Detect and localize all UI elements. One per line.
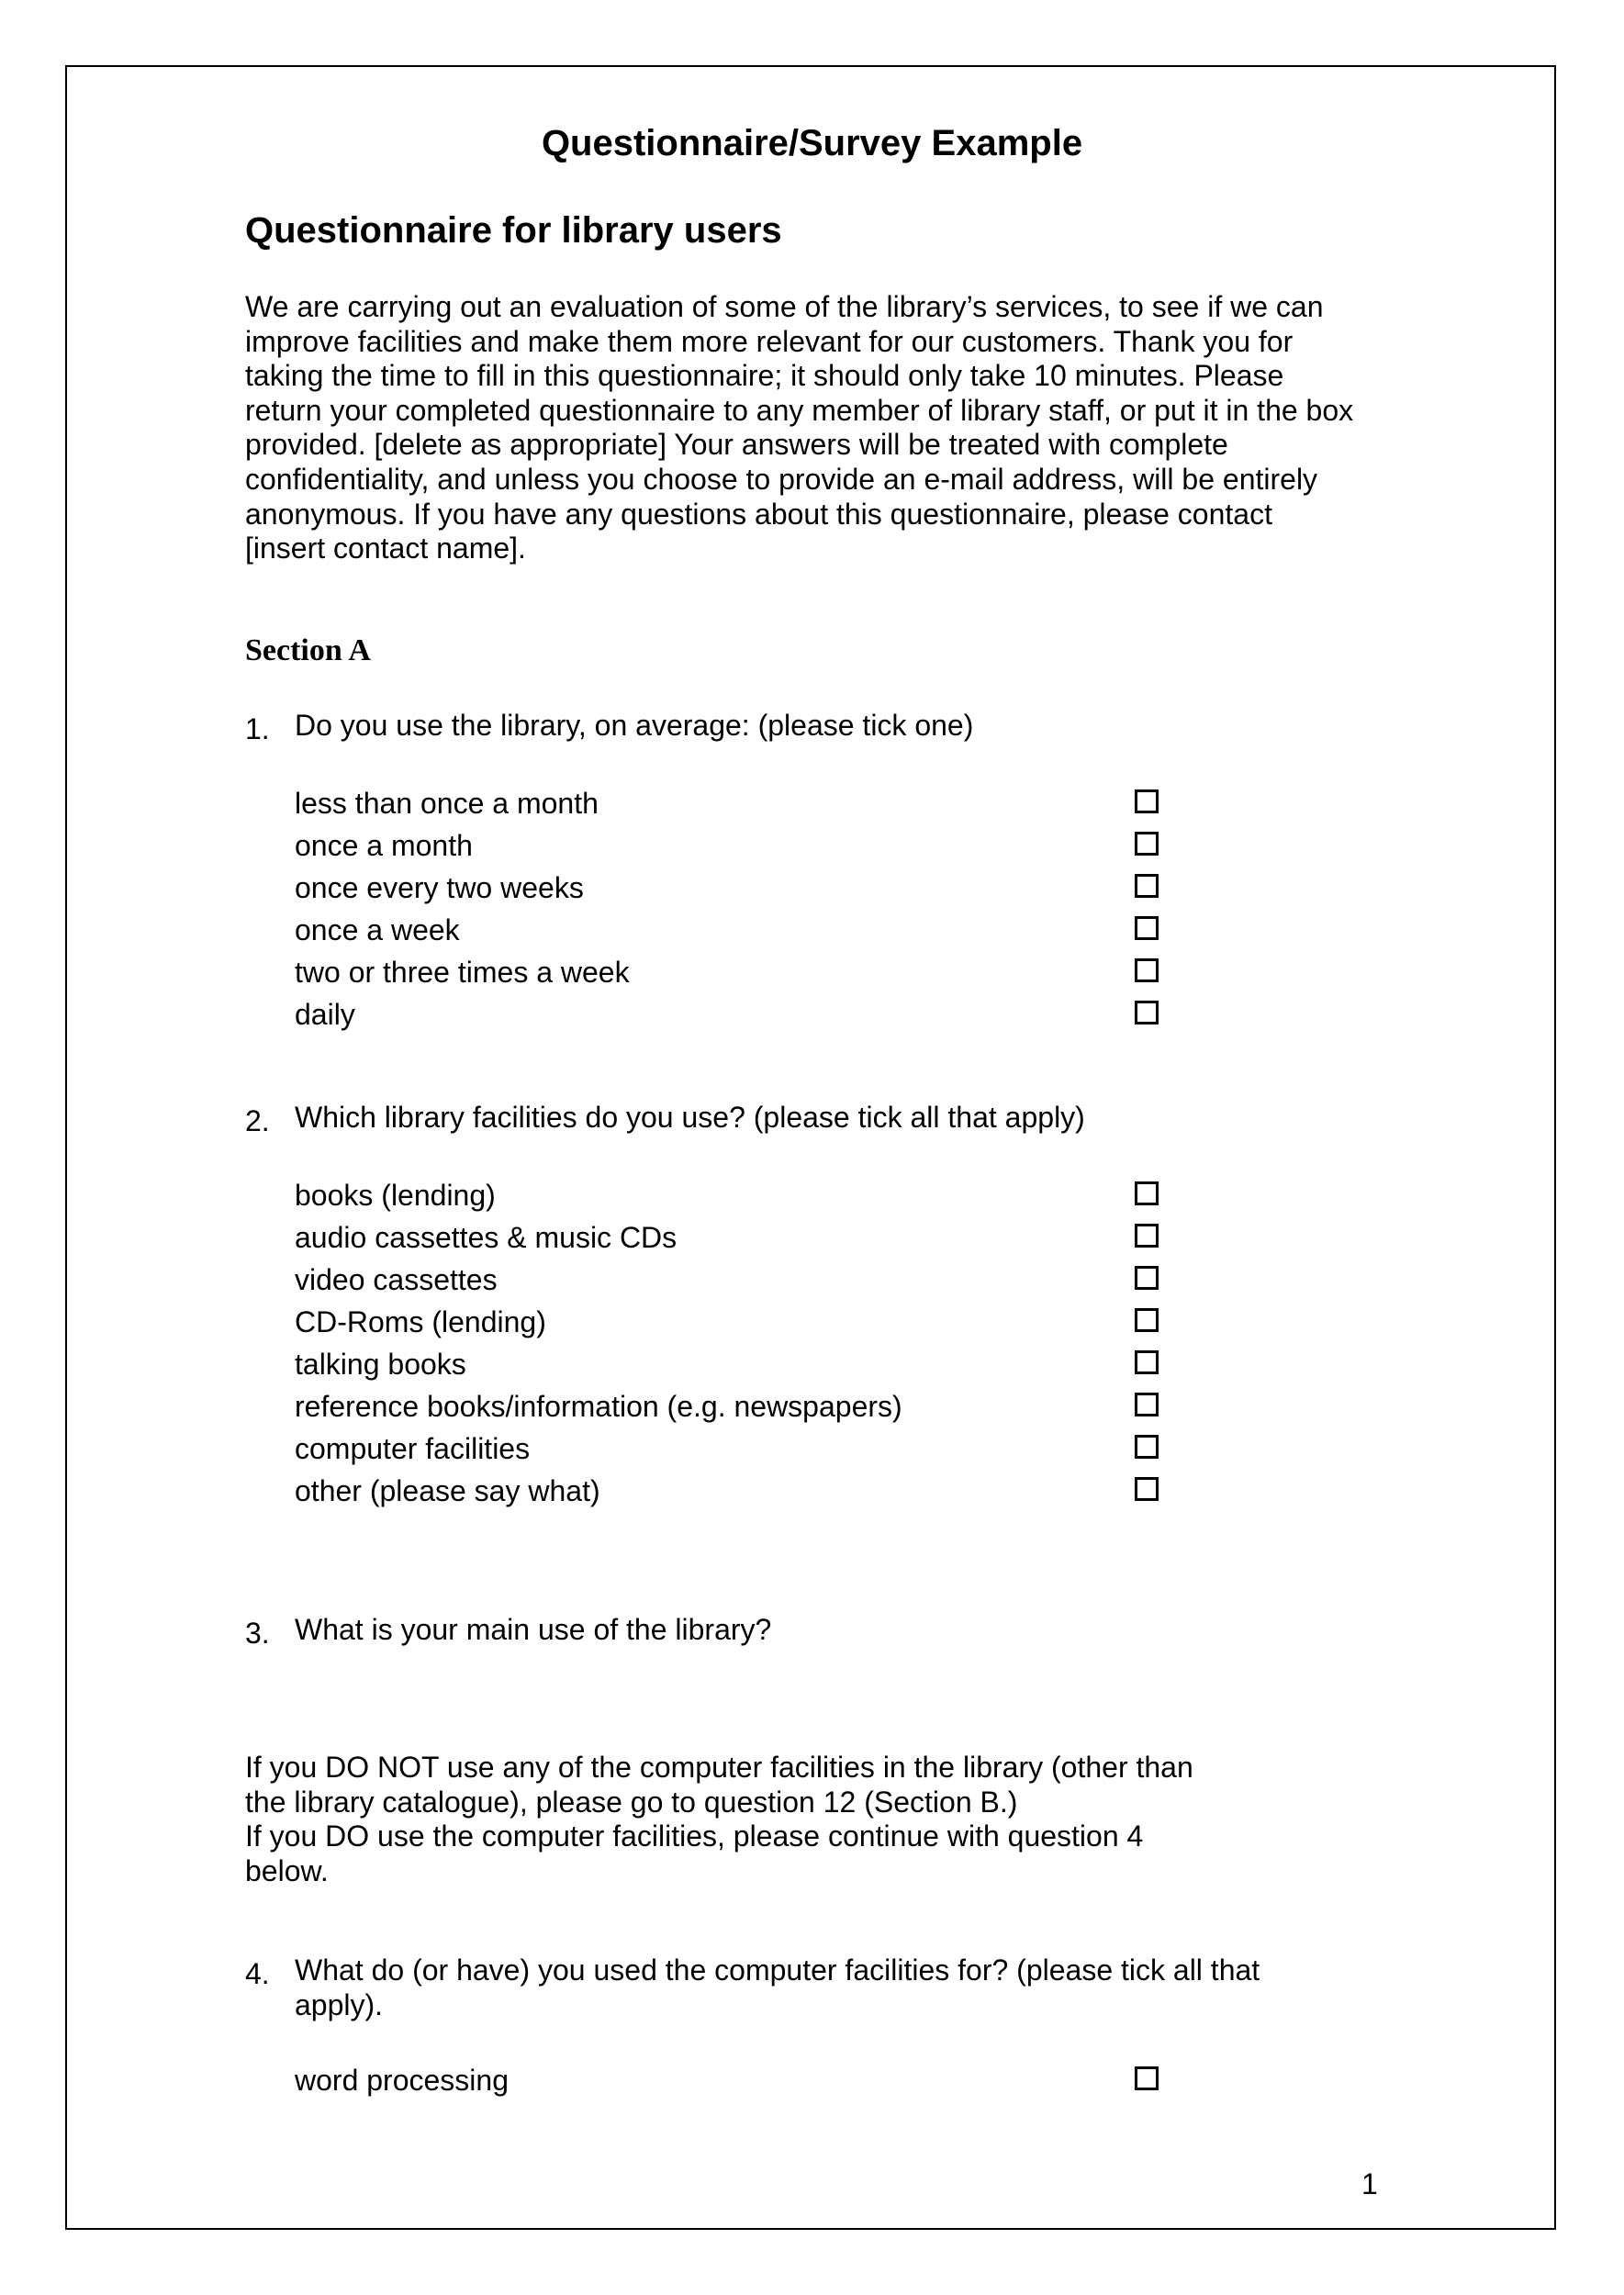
q1-option-label: two or three times a week [295,956,630,989]
intro-line: confidentiality, and unless you choose to provide an e-mail address, will be entirely [245,462,1318,496]
routing-note [245,1751,1193,1888]
q2-option-checkbox[interactable] [1135,1181,1159,1205]
q2-option-label: reference books/information (e.g. newspapers) [295,1390,902,1423]
q4-number: 4. [245,1957,270,1990]
q1-option-label: less than once a month [295,787,599,820]
q1-option-label: daily [295,998,355,1031]
q2-option-label: computer facilities [295,1432,531,1465]
q2-option-checkbox[interactable] [1135,1308,1159,1332]
q2-option-label: other (please say what) [295,1474,600,1507]
q1-option-label: once every two weeks [295,871,584,904]
q2-option-checkbox[interactable] [1135,1224,1159,1248]
intro-line: anonymous. If you have any questions about this questionnaire, please contact [245,497,1272,531]
q2-option-label: audio cassettes & music CDs [295,1221,678,1254]
page-number: 1 [1361,2167,1378,2200]
q1-text: Do you use the library, on average: (please tick one) [295,709,974,742]
q1-option-checkbox[interactable] [1135,916,1159,940]
q2-option-label: talking books [295,1348,466,1381]
q4-option-label: word processing [295,2064,509,2097]
questionnaire-heading: Questionnaire for library users [245,210,782,251]
section-a-heading: Section A [245,633,371,667]
q2-option-checkbox[interactable] [1135,1477,1159,1501]
q1-option-checkbox[interactable] [1135,832,1159,856]
intro-line: provided. [delete as appropriate] Your answers will be treated with complete [245,428,1228,462]
q2-option-checkbox[interactable] [1135,1350,1159,1374]
q1-option-checkbox[interactable] [1135,789,1159,813]
q3-text: What is your main use of the library? [295,1613,772,1646]
q2-option-label: video cassettes [295,1263,498,1296]
q1-option-checkbox[interactable] [1135,874,1159,898]
q1-option-checkbox[interactable] [1135,1001,1159,1024]
q4-option-checkbox[interactable] [1135,2066,1159,2090]
q1-option-label: once a week [295,913,460,946]
intro-paragraph [245,290,1439,566]
q2-number: 2. [245,1104,270,1137]
intro-line: We are carrying out an evaluation of some of the library’s services, to see if we can [245,290,1324,323]
q1-number: 1. [245,712,270,745]
q2-option-label: CD-Roms (lending) [295,1305,546,1338]
intro-line: improve facilities and make them more relevant for our customers. Thank you for [245,324,1294,358]
q1-option-label: once a month [295,829,473,862]
document-title: Questionnaire/Survey Example [541,123,1083,163]
routing-note-line: If you DO NOT use any of the computer facilities in the library (other than [245,1751,1193,1784]
intro-line: [insert contact name]. [245,532,526,565]
routing-note-line: below. [245,1853,329,1887]
q4-text [295,1954,1260,2022]
routing-note-line: If you DO use the computer facilities, please continue with question 4 [245,1819,1144,1853]
intro-line: return your completed questionnaire to any member of library staff, or put it in the box [245,393,1354,427]
q4-text-line: What do (or have) you used the computer facilities for? (please tick all that [295,1954,1260,1987]
q2-option-checkbox[interactable] [1135,1266,1159,1290]
q2-option-checkbox[interactable] [1135,1393,1159,1416]
q4-text-line: apply). [295,1987,384,2021]
q1-option-checkbox[interactable] [1135,958,1159,982]
q3-number: 3. [245,1617,270,1650]
routing-note-line: the library catalogue), please go to question 12 (Section B.) [245,1785,1018,1819]
q2-text: Which library facilities do you use? (please tick all that apply) [295,1101,1085,1134]
intro-line: taking the time to fill in this questionnaire; it should only take 10 minutes. Please [245,359,1284,393]
q2-option-checkbox[interactable] [1135,1435,1159,1459]
q2-option-label: books (lending) [295,1179,496,1212]
